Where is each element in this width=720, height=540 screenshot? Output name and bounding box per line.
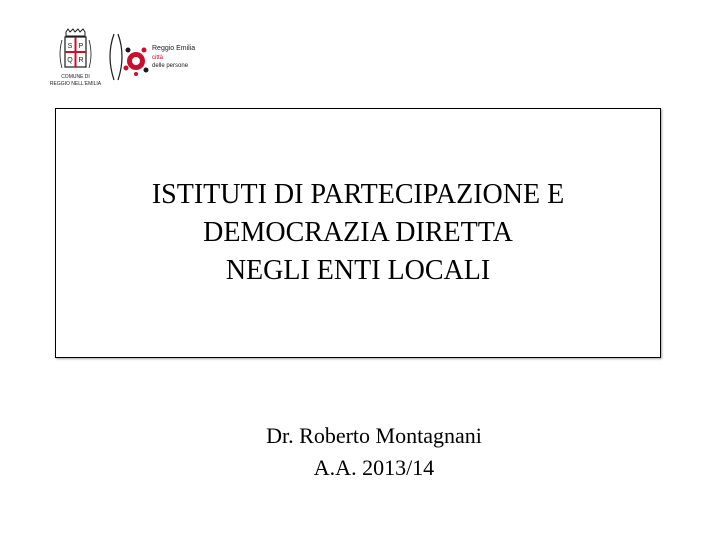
coat-of-arms-logo bbox=[50, 29, 102, 87]
title-line-3: NEGLI ENTI LOCALI bbox=[225, 255, 491, 286]
shield-letter-p: P bbox=[78, 43, 84, 50]
brand-line-3: delle persone bbox=[152, 63, 189, 69]
academic-year: A.A. 2013/14 bbox=[313, 455, 435, 480]
logo-graphic bbox=[48, 28, 208, 92]
brand-line-1: Reggio Emilia bbox=[152, 45, 196, 52]
header-logos bbox=[48, 28, 208, 92]
title-line-2: DEMOCRAZIA DIRETTA bbox=[203, 217, 513, 248]
brand-line-2: città bbox=[152, 55, 164, 61]
shield-letter-q: Q bbox=[67, 57, 73, 64]
logo-divider bbox=[110, 34, 122, 80]
coat-of-arms-caption-2: REGGIO NELL'EMILIA bbox=[49, 81, 102, 87]
citta-delle-persone-logo bbox=[124, 45, 196, 76]
shield-letter-r: R bbox=[78, 57, 84, 64]
shield-letter-s: S bbox=[67, 43, 73, 50]
title-box bbox=[55, 108, 661, 358]
coat-of-arms-caption-1: COMUNE DI bbox=[61, 74, 90, 80]
author-name: Dr. Roberto Montagnani bbox=[266, 423, 482, 448]
author-block bbox=[0, 420, 720, 484]
title-line-1: ISTITUTI DI PARTECIPAZIONE E bbox=[151, 179, 565, 210]
